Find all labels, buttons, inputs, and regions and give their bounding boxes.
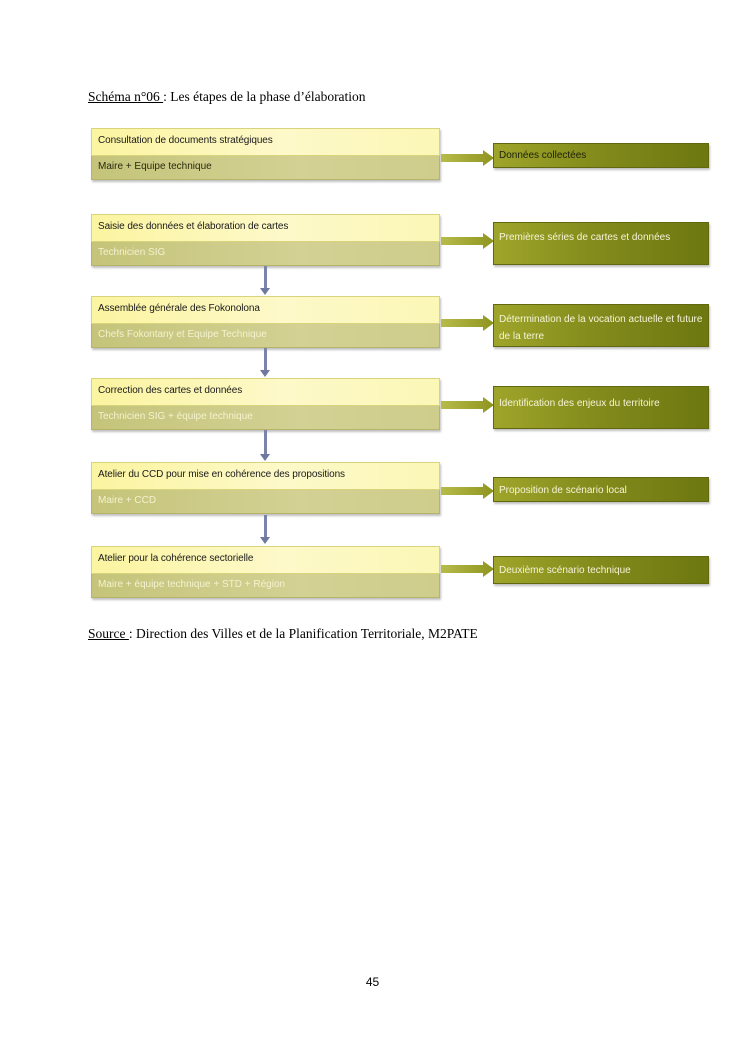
step-5-actors: Maire + CCD <box>91 490 440 514</box>
step-5-box <box>91 462 440 514</box>
result-4-text: Identification des enjeux du territoire <box>499 398 660 409</box>
step-3-actors: Chefs Fokontany et Equipe Technique <box>91 324 440 348</box>
step-2-box <box>91 214 440 266</box>
step-3-box <box>91 296 440 348</box>
arrow-down-5-icon <box>260 537 270 544</box>
result-5 <box>493 477 709 502</box>
result-6 <box>493 556 709 584</box>
step-6-box <box>91 546 440 598</box>
result-6-text: Deuxième scénario technique <box>499 565 631 576</box>
step-6-actors: Maire + équipe technique + STD + Région <box>91 574 440 598</box>
arrow-right-4-icon <box>441 397 494 413</box>
arrow-down-4-icon <box>260 454 270 461</box>
figure-caption <box>88 89 366 105</box>
source-text: : Direction des Villes et de la Planification Territoriale, M2PATE <box>128 626 478 641</box>
figure-source <box>88 626 478 642</box>
arrow-right-6-icon <box>441 561 494 577</box>
page-number: 45 <box>365 975 380 989</box>
step-4-actors: Technicien SIG + équipe technique <box>91 406 440 430</box>
step-1-actors: Maire + Equipe technique <box>91 156 440 180</box>
connector-4-5 <box>264 430 267 456</box>
arrow-right-1-icon <box>441 150 494 166</box>
result-5-text: Proposition de scénario local <box>499 485 627 496</box>
step-6-title: Atelier pour la cohérence sectorielle <box>91 546 440 574</box>
step-5-title: Atelier du CCD pour mise en cohérence des propositions <box>91 462 440 490</box>
step-3-title: Assemblée générale des Fokonolona <box>91 296 440 324</box>
result-1-text: Données collectées <box>499 150 587 161</box>
result-3-line2: de la terre <box>499 331 545 342</box>
arrow-right-3-icon <box>441 315 494 331</box>
connector-3-4 <box>264 348 267 372</box>
connector-2-3 <box>264 266 267 290</box>
result-2-text: Premières séries de cartes et données <box>499 232 671 243</box>
result-3-line1: Détermination de la vocation actuelle et future <box>499 314 703 325</box>
result-3 <box>493 304 709 347</box>
result-1 <box>493 143 709 168</box>
step-4-box <box>91 378 440 430</box>
caption-text: : Les étapes de la phase d’élaboration <box>163 89 366 104</box>
arrow-down-3-icon <box>260 370 270 377</box>
step-2-title: Saisie des données et élaboration de cartes <box>91 214 440 242</box>
connector-5-6 <box>264 515 267 539</box>
step-1-box <box>91 128 440 180</box>
arrow-right-5-icon <box>441 483 494 499</box>
step-2-actors: Technicien SIG <box>91 242 440 266</box>
result-2 <box>493 222 709 265</box>
arrow-down-2-icon <box>260 288 270 295</box>
result-4 <box>493 386 709 429</box>
caption-label: Schéma n°06 <box>88 89 164 104</box>
step-4-title: Correction des cartes et données <box>91 378 440 406</box>
arrow-right-2-icon <box>441 233 494 249</box>
step-1-title: Consultation de documents stratégiques <box>91 128 440 156</box>
source-label: Source <box>88 626 129 641</box>
